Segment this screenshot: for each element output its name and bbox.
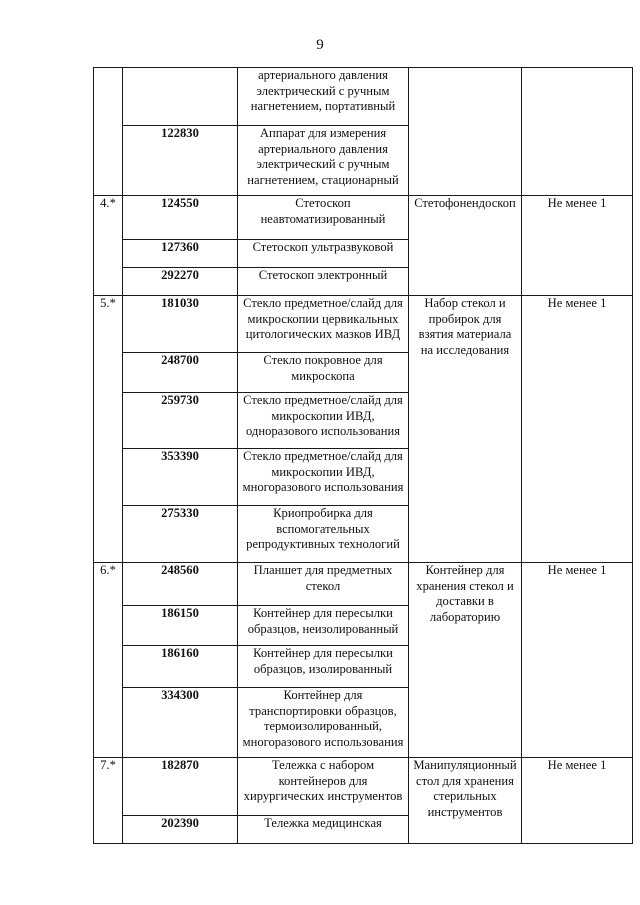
- code-cell: 248700: [123, 353, 238, 393]
- name-cell: Стекло предметное/слайд для микроскопии ИВД, многоразового использования: [238, 449, 409, 506]
- code-cell: 181030: [123, 296, 238, 353]
- num-cell: 4.*: [94, 196, 123, 296]
- num-cell: 6.*: [94, 563, 123, 758]
- group-name-cell: [409, 68, 522, 196]
- name-cell: Стетоскоп неавтоматизированный: [238, 196, 409, 240]
- code-cell: 122830: [123, 126, 238, 196]
- code-cell: 353390: [123, 449, 238, 506]
- group-name-cell: Набор стекол и пробирок для взятия материала на исследования: [409, 296, 522, 563]
- num-cell: 5.*: [94, 296, 123, 563]
- code-cell: 186160: [123, 646, 238, 688]
- qty-cell: Не менее 1: [522, 296, 633, 563]
- name-cell: Аппарат для измерения артериального давления электрический с ручным нагнетением, стационарный: [238, 126, 409, 196]
- code-cell: 248560: [123, 563, 238, 606]
- name-cell: Стекло покровное для микроскопа: [238, 353, 409, 393]
- name-cell: Тележка с набором контейнеров для хирургических инструментов: [238, 758, 409, 816]
- code-cell: 127360: [123, 240, 238, 268]
- code-cell: 186150: [123, 606, 238, 646]
- code-cell: 182870: [123, 758, 238, 816]
- table-row: [94, 196, 633, 240]
- equipment-table: [93, 67, 633, 844]
- code-cell: 275330: [123, 506, 238, 563]
- num-cell: 7.*: [94, 758, 123, 844]
- table-row: [94, 68, 633, 126]
- name-cell: Контейнер для транспортировки образцов, термоизолированный, многоразового использования: [238, 688, 409, 758]
- code-cell: 202390: [123, 816, 238, 844]
- name-cell: Планшет для предметных стекол: [238, 563, 409, 606]
- qty-cell: [522, 68, 633, 196]
- code-cell: 292270: [123, 268, 238, 296]
- num-cell: [94, 68, 123, 196]
- name-cell: Стекло предметное/слайд для микроскопии ИВД, одноразового использования: [238, 393, 409, 449]
- qty-cell: Не менее 1: [522, 196, 633, 296]
- name-cell: Контейнер для пересылки образцов, изолированный: [238, 646, 409, 688]
- page-number: 9: [316, 37, 324, 53]
- name-cell: Стекло предметное/слайд для микроскопии цервикальных цитологических мазков ИВД: [238, 296, 409, 353]
- code-cell: 334300: [123, 688, 238, 758]
- name-cell: Контейнер для пересылки образцов, неизолированный: [238, 606, 409, 646]
- name-cell: Стетоскоп ультразвуковой: [238, 240, 409, 268]
- group-name-cell: Контейнер для хранения стекол и доставки в лабораторию: [409, 563, 522, 758]
- qty-cell: Не менее 1: [522, 758, 633, 844]
- group-name-cell: Манипуляционный стол для хранения стерильных инструментов: [409, 758, 522, 844]
- name-cell: Криопробирка для вспомогательных репродуктивных технологий: [238, 506, 409, 563]
- qty-cell: Не менее 1: [522, 563, 633, 758]
- group-name-cell: Стетофонендоскоп: [409, 196, 522, 296]
- table-row: [94, 563, 633, 606]
- name-cell: Тележка медицинская: [238, 816, 409, 844]
- code-cell: [123, 68, 238, 126]
- table-row: [94, 758, 633, 816]
- code-cell: 124550: [123, 196, 238, 240]
- code-cell: 259730: [123, 393, 238, 449]
- table-row: [94, 296, 633, 353]
- name-cell: артериального давления электрический с ручным нагнетением, портативный: [238, 68, 409, 126]
- name-cell: Стетоскоп электронный: [238, 268, 409, 296]
